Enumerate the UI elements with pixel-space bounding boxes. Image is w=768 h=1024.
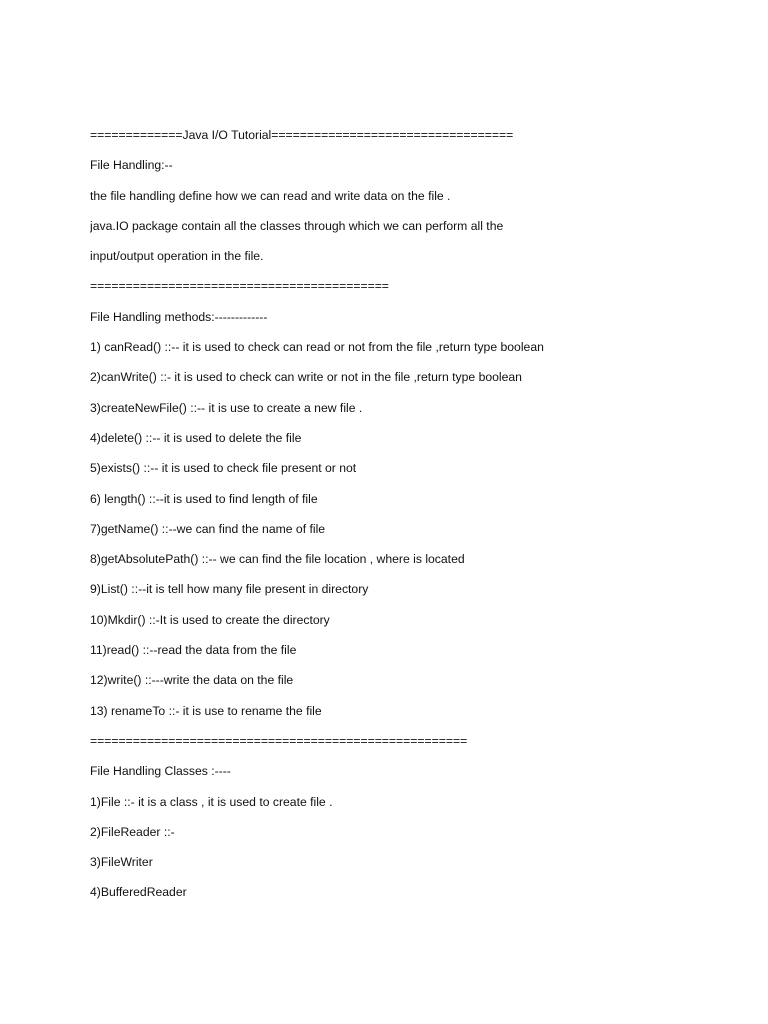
method-list-item: 7)getName() ::--we can find the name of file — [90, 521, 326, 536]
method-list-item: 1) canRead() ::-- it is used to check can read or not from the file ,return type boolean — [90, 340, 544, 355]
separator-line: ========================================== — [90, 279, 389, 294]
method-list-item: 9)List() ::--it is tell how many file present in directory — [90, 582, 369, 597]
method-list-item: 5)exists() ::-- it is used to check file present or not — [90, 461, 357, 476]
class-list-item: 2)FileReader ::- — [90, 824, 175, 839]
class-list-item: 3)FileWriter — [90, 855, 153, 870]
method-list-item: 12)write() ::---write the data on the file — [90, 673, 294, 688]
method-list-item: 4)delete() ::-- it is used to delete the file — [90, 430, 302, 445]
method-list-item: 8)getAbsolutePath() ::-- we can find the file location , where is located — [90, 552, 465, 567]
class-list-item: 4)BufferedReader — [90, 885, 187, 900]
document-body — [90, 126, 750, 914]
paragraph-line: the file handling define how we can read and write data on the file . — [90, 188, 451, 203]
paragraph-line: input/output operation in the file. — [90, 249, 264, 264]
paragraph-line: java.IO package contain all the classes through which we can perform all the — [90, 218, 504, 233]
method-list-item: 2)canWrite() ::- it is used to check can write or not in the file ,return type boolean — [90, 370, 522, 385]
class-list-item: 1)File ::- it is a class , it is used to create file . — [90, 794, 333, 809]
header-separator-title: =============Java I/O Tutorial================================== — [90, 128, 514, 142]
method-list-item: 11)read() ::--read the data from the file — [90, 643, 297, 658]
method-list-item: 6) length() ::--it is used to find length of file — [90, 491, 318, 506]
method-list-item: 13) renameTo ::- it is use to rename the file — [90, 703, 322, 718]
section-heading-methods: File Handling methods:------------- — [90, 309, 268, 324]
section-heading-classes: File Handling Classes :---- — [90, 764, 231, 779]
separator-line: ===================================================== — [90, 733, 468, 748]
method-list-item: 10)Mkdir() ::-It is used to create the directory — [90, 612, 330, 627]
section-heading-file-handling: File Handling:-- — [90, 158, 173, 173]
method-list-item: 3)createNewFile() ::-- it is use to create a new file . — [90, 400, 363, 415]
